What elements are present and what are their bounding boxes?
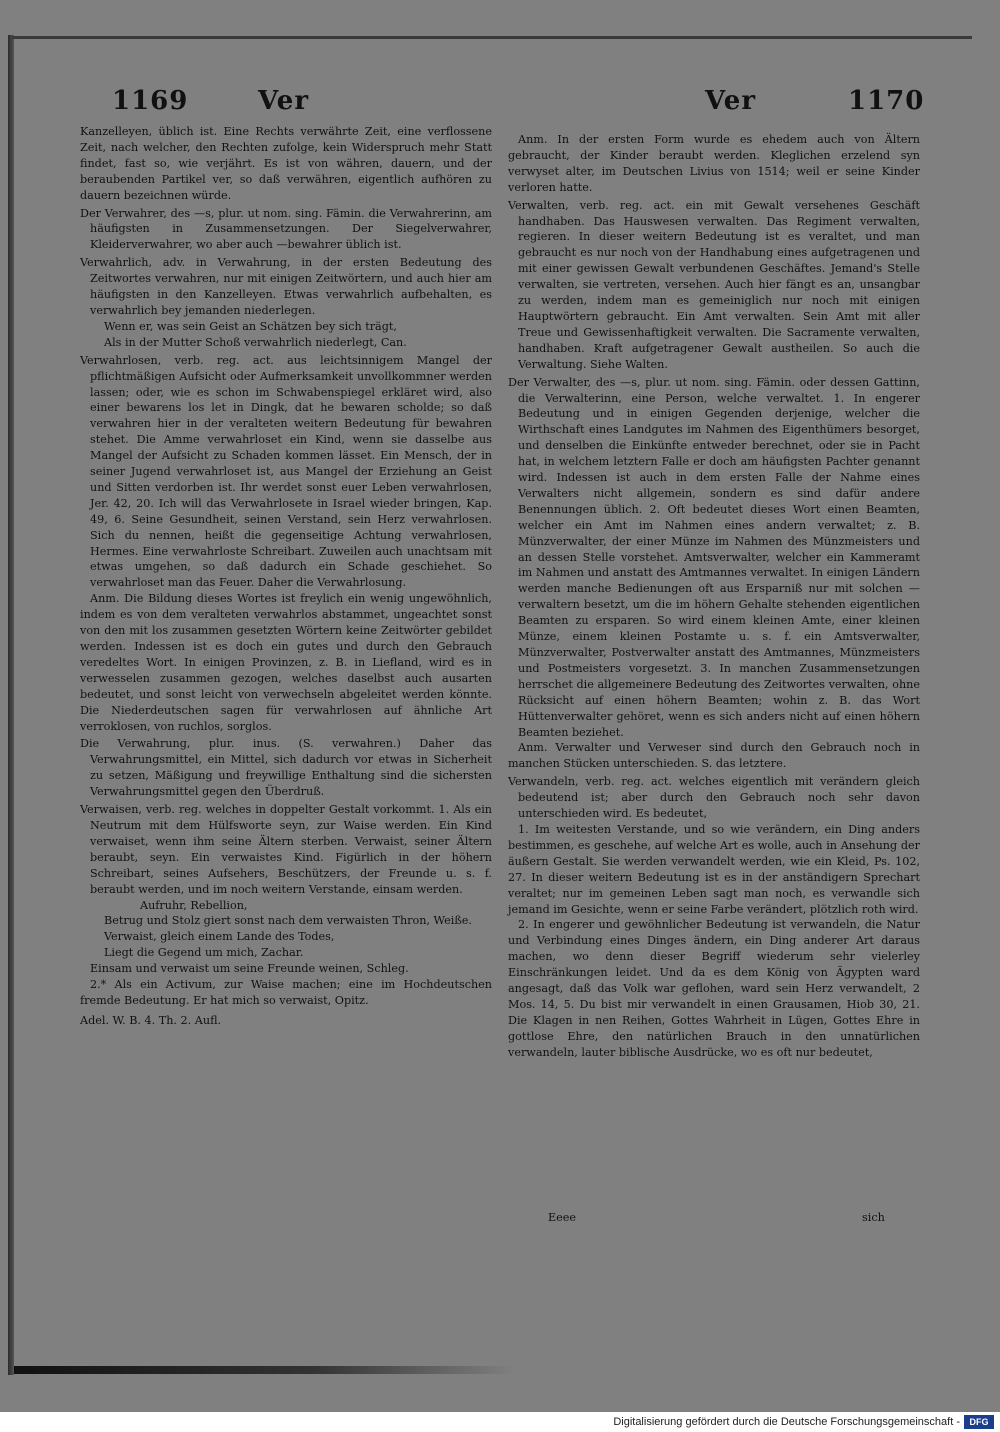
entry-verwandeln: Verwandeln, verb. reg. act. welches eigentlich mit verändern gleich bedeutend ist; aber durch den Gebrauch noch sehr davon unterschieden wird. Es bedeutet,: [508, 775, 920, 821]
page-number-right: 1170: [848, 86, 925, 116]
left-column: [80, 124, 492, 1224]
signature-mark: Eeee: [548, 1211, 577, 1224]
quote-line: Als in der Mutter Schoß verwahrlich niederlegt, Can.: [104, 335, 407, 349]
entry-verwahrlosen: Verwahrlosen, verb. reg. act. aus leichtsinnigem Mangel der pflichtmäßigen Aufsicht oder Aufmerksamkeit unvollkommner werden lassen; oder, wie es schon im Schwabenspiegel erkläret wird, also einer bewarens los let in Dingk, dat he bewaren scholde; so daß verwahren hier in der veralteten weitern Bedeutung für bewahren stehet. Die Amme verwahrloset ein Kind, wenn sie dasselbe aus Mangel der Aufsicht zu Schaden kommen lässet. Ein Mensch, der in seiner Jugend verwahrloset ist, aus Mangel der Erziehung an Geist und Sitten verdorben ist. Ihr werdet sonst euer Leben verwahrlosen, Jer. 42, 20. Ich will das Verwahrlosete in Israel wieder bringen, Kap. 49, 6. Seine Gesundheit, seinen Verstand, sein Herz verwahrlosen. Sich du nennen, heißt die gegenseitige Achtung verwahrlosen, Hermes. Eine verwahrloste Schreibart. Zuweilen auch unachtsam mit etwas umgehen, so daß dadurch ein Schade geschiehet. So verwahrloset man das Feuer. Daher die Verwahrlosung.: [80, 353, 492, 590]
entry-verwahrlich: Verwahrlich, adv. in Verwahrung, in der ersten Bedeutung des Zeitwortes verwahren, nur mit einigen Zeitwörtern, und auch hier am häufigsten in den Kanzelleyen. Etwas verwahrlich aufbehalten, es verwahrlich bey jemanden niederlegen.: [80, 256, 492, 317]
quote-line: Betrug und Stolz giert sonst nach dem verwaisten Thron, Weiße.: [104, 914, 472, 928]
right-column: [508, 132, 920, 1232]
volume-note: Adel. W. B. 4. Th. 2. Aufl.: [80, 1013, 222, 1027]
entry-verwalter: Der Verwalter, des —s, plur. ut nom. sing. Fämin. oder dessen Gattinn, die Verwalterinn, eine Person, welche verwaltet. 1. In engerer Bedeutung und in einigen Gegenden derjenige, welcher die Wirthschaft eines Landgutes im Nahmen des Eigenthümers besorget, und denselben die Einkünfte entweder berechnet, oder sie in Pacht hat, in welchem letztern Falle er doch am häufigsten Pachter genannt wird. Indessen ist auch in dem ersten Falle der Nahme eines Verwalters nicht allgemein, sondern es sind dafür andere Benennungen üblich. 2. Oft bedeutet dieses Wort einen Beamten, welcher ein Amt im Nahmen eines andern verwaltet; z. B. Münzverwalter, der einer Münze im Nahmen des Münzmeisters und an dessen Stelle vorstehet. Amtsverwalter, welcher ein Kammeramt im Nahmen und anstatt des Amtmannes verwaltet. In einigen Ländern werden manche Bedienungen oft aus Ersparniß nur mit solchen —verwaltern besetzt, um die im höhern Gehalte stehenden eigentlichen Beamten zu ersparen. So wird einem kleinen Amte, einer kleinen Münze, einem kleinen Postamte u. s. f. ein Amtsverwalter, Münzverwalter, Postverwalter anstatt des Amtmannes, Münzmeisters und Postmeisters vorgesetzt. 3. In manchen Zusammensetzungen herrschet die allgemeinere Bedeutung des Zeitwortes verwalten, ohne Rücksicht auf einen höhern Beamten; wohin z. B. das Wort Hüttenverwalter gehöret, wenn es sich anders nicht auf einen höhern Beamten beziehet.: [508, 375, 920, 739]
footer-bar: [0, 1412, 1000, 1432]
annotation: Anm. Verwalter und Verweser sind durch den Gebrauch noch in manchen Stücken unterschieden. S. das letztere.: [508, 741, 920, 771]
annotation: Anm. Die Bildung dieses Wortes ist freylich ein wenig ungewöhnlich, indem es von dem veralteten verwahrlos abstammet, ungeachtet sonst von den mit los zusammen gesetzten Wörtern keine Zeitwörter gebildet werden. Indessen ist es doch ein gutes und durch den Gebrauch veredeltes Wort. In einigen Provinzen, z. B. in Liefland, wird es in verwesselen zusammen gezogen, welches daselbst auch ausarten bedeutet, und sonst leicht von verwechseln abgeleitet werden könnte. Die Niederdeutschen sagen für verwahrlosen auf ähnliche Art verroklosen, von ruchlos, sorglos.: [80, 592, 492, 733]
entry-verwahrung: Die Verwahrung, plur. inus. (S. verwahren.) Daher das Verwahrungsmittel, ein Mittel, sich dadurch vor etwas in Sicherheit zu setzen, Mäßigung und freywillige Enthaltung sind die sichersten Verwahrungsmittel gegen den Überdruß.: [80, 737, 492, 799]
page-edge-left: [8, 35, 14, 1375]
entry-verwalten: Verwalten, verb. reg. act. ein mit Gewalt versehenes Geschäft handhaben. Das Hauswesen verwalten. Das Regiment verwalten, regieren. In dieser weitern Bedeutung ist es veraltet, und man gebraucht es nur noch von der Handhabung eines aufgetragenen und mit einer gewissen Gewalt verbundenen Geschäftes. Jemand's Stelle verwalten, sie vertreten, versehen. Auch hier fängt es an, unsangbar zu werden, indem man es gemeiniglich nur noch mit einigen Hauptwörtern gebraucht. Ein Amt verwalten. Sein Amt mit aller Treue und Gewissenhaftigkeit verwalten. Die Sacramente verwalten, handhaben. Kraft aufgetragener Gewalt austheilen. So auch die Verwaltung. Siehe Walten.: [508, 198, 920, 371]
entry-verwaisen: Verwaisen, verb. reg. welches in doppelter Gestalt vorkommt. 1. Als ein Neutrum mit dem Hülfsworte seyn, zur Waise werden. Ein Kind verwaiset, wenn ihm seine Ältern sterben. Verwaist, seiner Ältern beraubt, seyn. Ein verwaistes Kind. Figürlich in der höhern Schreibart, seines Aufsehers, Beschützers, der Freunde u. s. f. beraubt werden, und im noch weitern Verstande, einsam werden.: [80, 803, 492, 896]
quote-line: Liegt die Gegend um mich, Zachar.: [104, 946, 304, 960]
annotation: Anm. In der ersten Form wurde es ehedem auch von Ältern gebraucht, der Kinder beraubt werden. Kleglichen erzelend syn verwyset alter, im Deutschen Livius von 1514; weil er seine Kinder verloren hatte.: [508, 133, 920, 194]
running-head-left: Ver: [258, 86, 310, 116]
running-head-right: Ver: [705, 86, 757, 116]
quote-line: Aufruhr, Rebellion,: [140, 898, 248, 912]
funding-note: Digitalisierung gefördert durch die Deutsche Forschungsgemeinschaft -: [613, 1416, 960, 1428]
paragraph: Kanzelleyen, üblich ist. Eine Rechts verwährte Zeit, eine verflossene Zeit, nach welcher, den Rechten zufolge, kein Widerspruch mehr Statt findet, fast so, wie verjährt. Es ist von währen, dauern, und der beraubenden Partikel ver, so daß verwähren, eigentlich aufhören zu dauern bezeichnen würde.: [80, 125, 492, 202]
catchword: sich: [862, 1211, 885, 1224]
paragraph: 2.* Als ein Activum, zur Waise machen; eine im Hochdeutschen fremde Bedeutung. Er hat mich so verwaist, Opitz.: [80, 978, 492, 1007]
dfg-logo: DFG: [964, 1415, 994, 1429]
quote-line: Verwaist, gleich einem Lande des Todes,: [104, 930, 335, 944]
entry-verwahrer: Der Verwahrer, des —s, plur. ut nom. sing. Fämin. die Verwahrerinn, am häufigsten in Zusammensetzungen. Der Siegelverwahrer, Kleiderverwahrer, wo aber auch —bewahrer üblich ist.: [80, 206, 492, 252]
page-edge-top: [12, 36, 972, 39]
page-number-left: 1169: [112, 86, 189, 116]
paragraph: 2. In engerer und gewöhnlicher Bedeutung ist verwandeln, die Natur und Verbindung eines Dinges ändern, ein Ding anderer Art daraus machen, wo denn dieser Begriff wiederum sehr vielerley Einschränkungen leidet. Und da es dem König von Ägypten ward angesagt, daß das Volk war geflohen, ward sein Herz verwandelt, 2 Mos. 14, 5. Du bist mir verwandelt in einen Grausamen, Hiob 30, 21. Die Klagen in nen Reihen, Gottes Wahrheit in Lügen, Gottes Ehre in gottlose Ehre, den natürlichen Brauch in den unnatürlichen verwandeln, lauter biblische Ausdrücke, wo es oft nur bedeutet,: [508, 918, 920, 1059]
paragraph: 1. Im weitesten Verstande, und so wie verändern, ein Ding anders bestimmen, es geschehe, auf welche Art es wolle, auch in Ansehung der äußern Gestalt. Sie werden verwandelt werden, wie ein Kleid, Ps. 102, 27. In dieser weitern Bedeutung ist es in der anständigern Sprechart veraltet; nur im gemeinen Leben sagt man noch, es verwandle sich jemand im Gesichte, wenn er seine Farbe verändert, plötzlich roth wird.: [508, 822, 920, 916]
quote-line: Wenn er, was sein Geist an Schätzen bey sich trägt,: [104, 319, 397, 333]
page-edge-bottom: [14, 1366, 514, 1374]
paragraph: Einsam und verwaist um seine Freunde weinen, Schleg.: [90, 962, 409, 976]
